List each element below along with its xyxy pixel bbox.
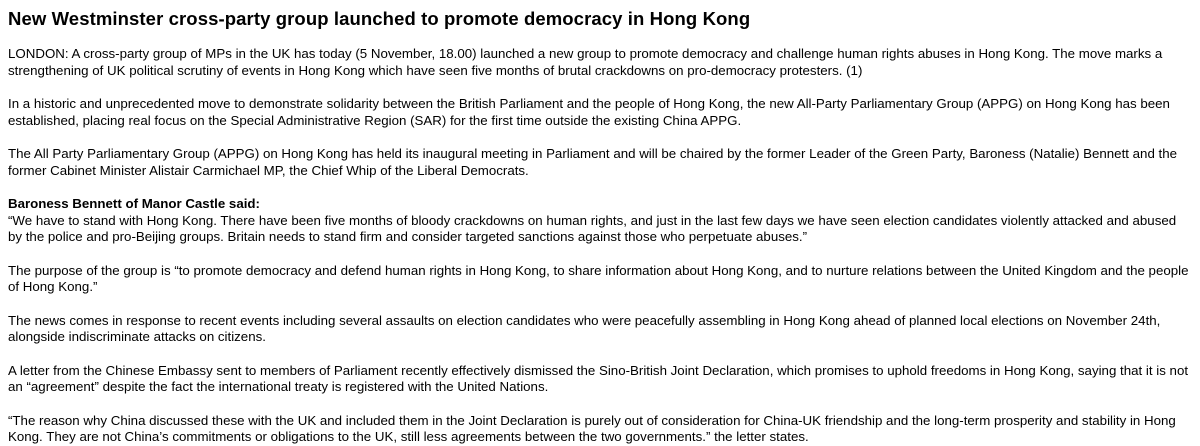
paragraph-letter-quote: “The reason why China discussed these with the UK and included them in the Joint Declaration is purely out of consideration for China-UK friendship and the long-term prosperity and stability in Hong Kong. They are not China’s commitments or obligations to the UK, still less agreements between the two governments.” the letter states. <box>8 412 1176 444</box>
paragraph-intro: LONDON: A cross-party group of MPs in the UK has today (5 November, 18.00) launched a new group to promote democracy and challenge human rights abuses in Hong Kong. The move marks a strengthening of UK political scrutiny of events in Hong Kong which have seen five months of brutal crackdowns on pro-democracy protesters. (1) <box>8 46 1163 78</box>
quote-text: “We have to stand with Hong Kong. There have been five months of bloody crackdowns on human rights, and just in the last few days we have seen election candidates violently attacked and abused by the police and pro-Beijing groups. Britain needs to stand firm and consider targeted sanctions against those who perpetuate abuses.” <box>8 212 1177 244</box>
paragraph-inaugural-meeting: The All Party Parliamentary Group (APPG) on Hong Kong has held its inaugural meeting in Parliament and will be chaired by the former Leader of the Green Party, Baroness (Natalie) Bennett and the former Cabinet Minister Alistair Carmichael MP, the Chief Whip of the Liberal Democrats. <box>8 146 1178 178</box>
quote-speaker: Baroness Bennett of Manor Castle said: <box>8 196 260 211</box>
quote-block-bennett <box>8 196 1192 246</box>
article-headline: New Westminster cross-party group launched to promote democracy in Hong Kong <box>8 8 751 29</box>
paragraph-group-purpose: The purpose of the group is “to promote democracy and defend human rights in Hong Kong, to share information about Hong Kong, and to nurture relations between the United Kingdom and the people of Hong Kong.” <box>8 262 1189 294</box>
paragraph-embassy-letter: A letter from the Chinese Embassy sent to members of Parliament recently effectively dismissed the Sino-British Joint Declaration, which promises to uphold freedoms in Hong Kong, saying that it is not an “agreement” despite the fact the international treaty is registered with the United Nations. <box>8 362 1189 394</box>
paragraph-historic-move: In a historic and unprecedented move to demonstrate solidarity between the British Parliament and the people of Hong Kong, the new All-Party Parliamentary Group (APPG) on Hong Kong has been established, placing real focus on the Special Administrative Region (SAR) for the first time outside the existing China APPG. <box>8 96 1170 128</box>
paragraph-recent-events: The news comes in response to recent events including several assaults on election candidates who were peacefully assembling in Hong Kong ahead of planned local elections on November 24th, alongside indiscriminate attacks on citizens. <box>8 312 1161 344</box>
